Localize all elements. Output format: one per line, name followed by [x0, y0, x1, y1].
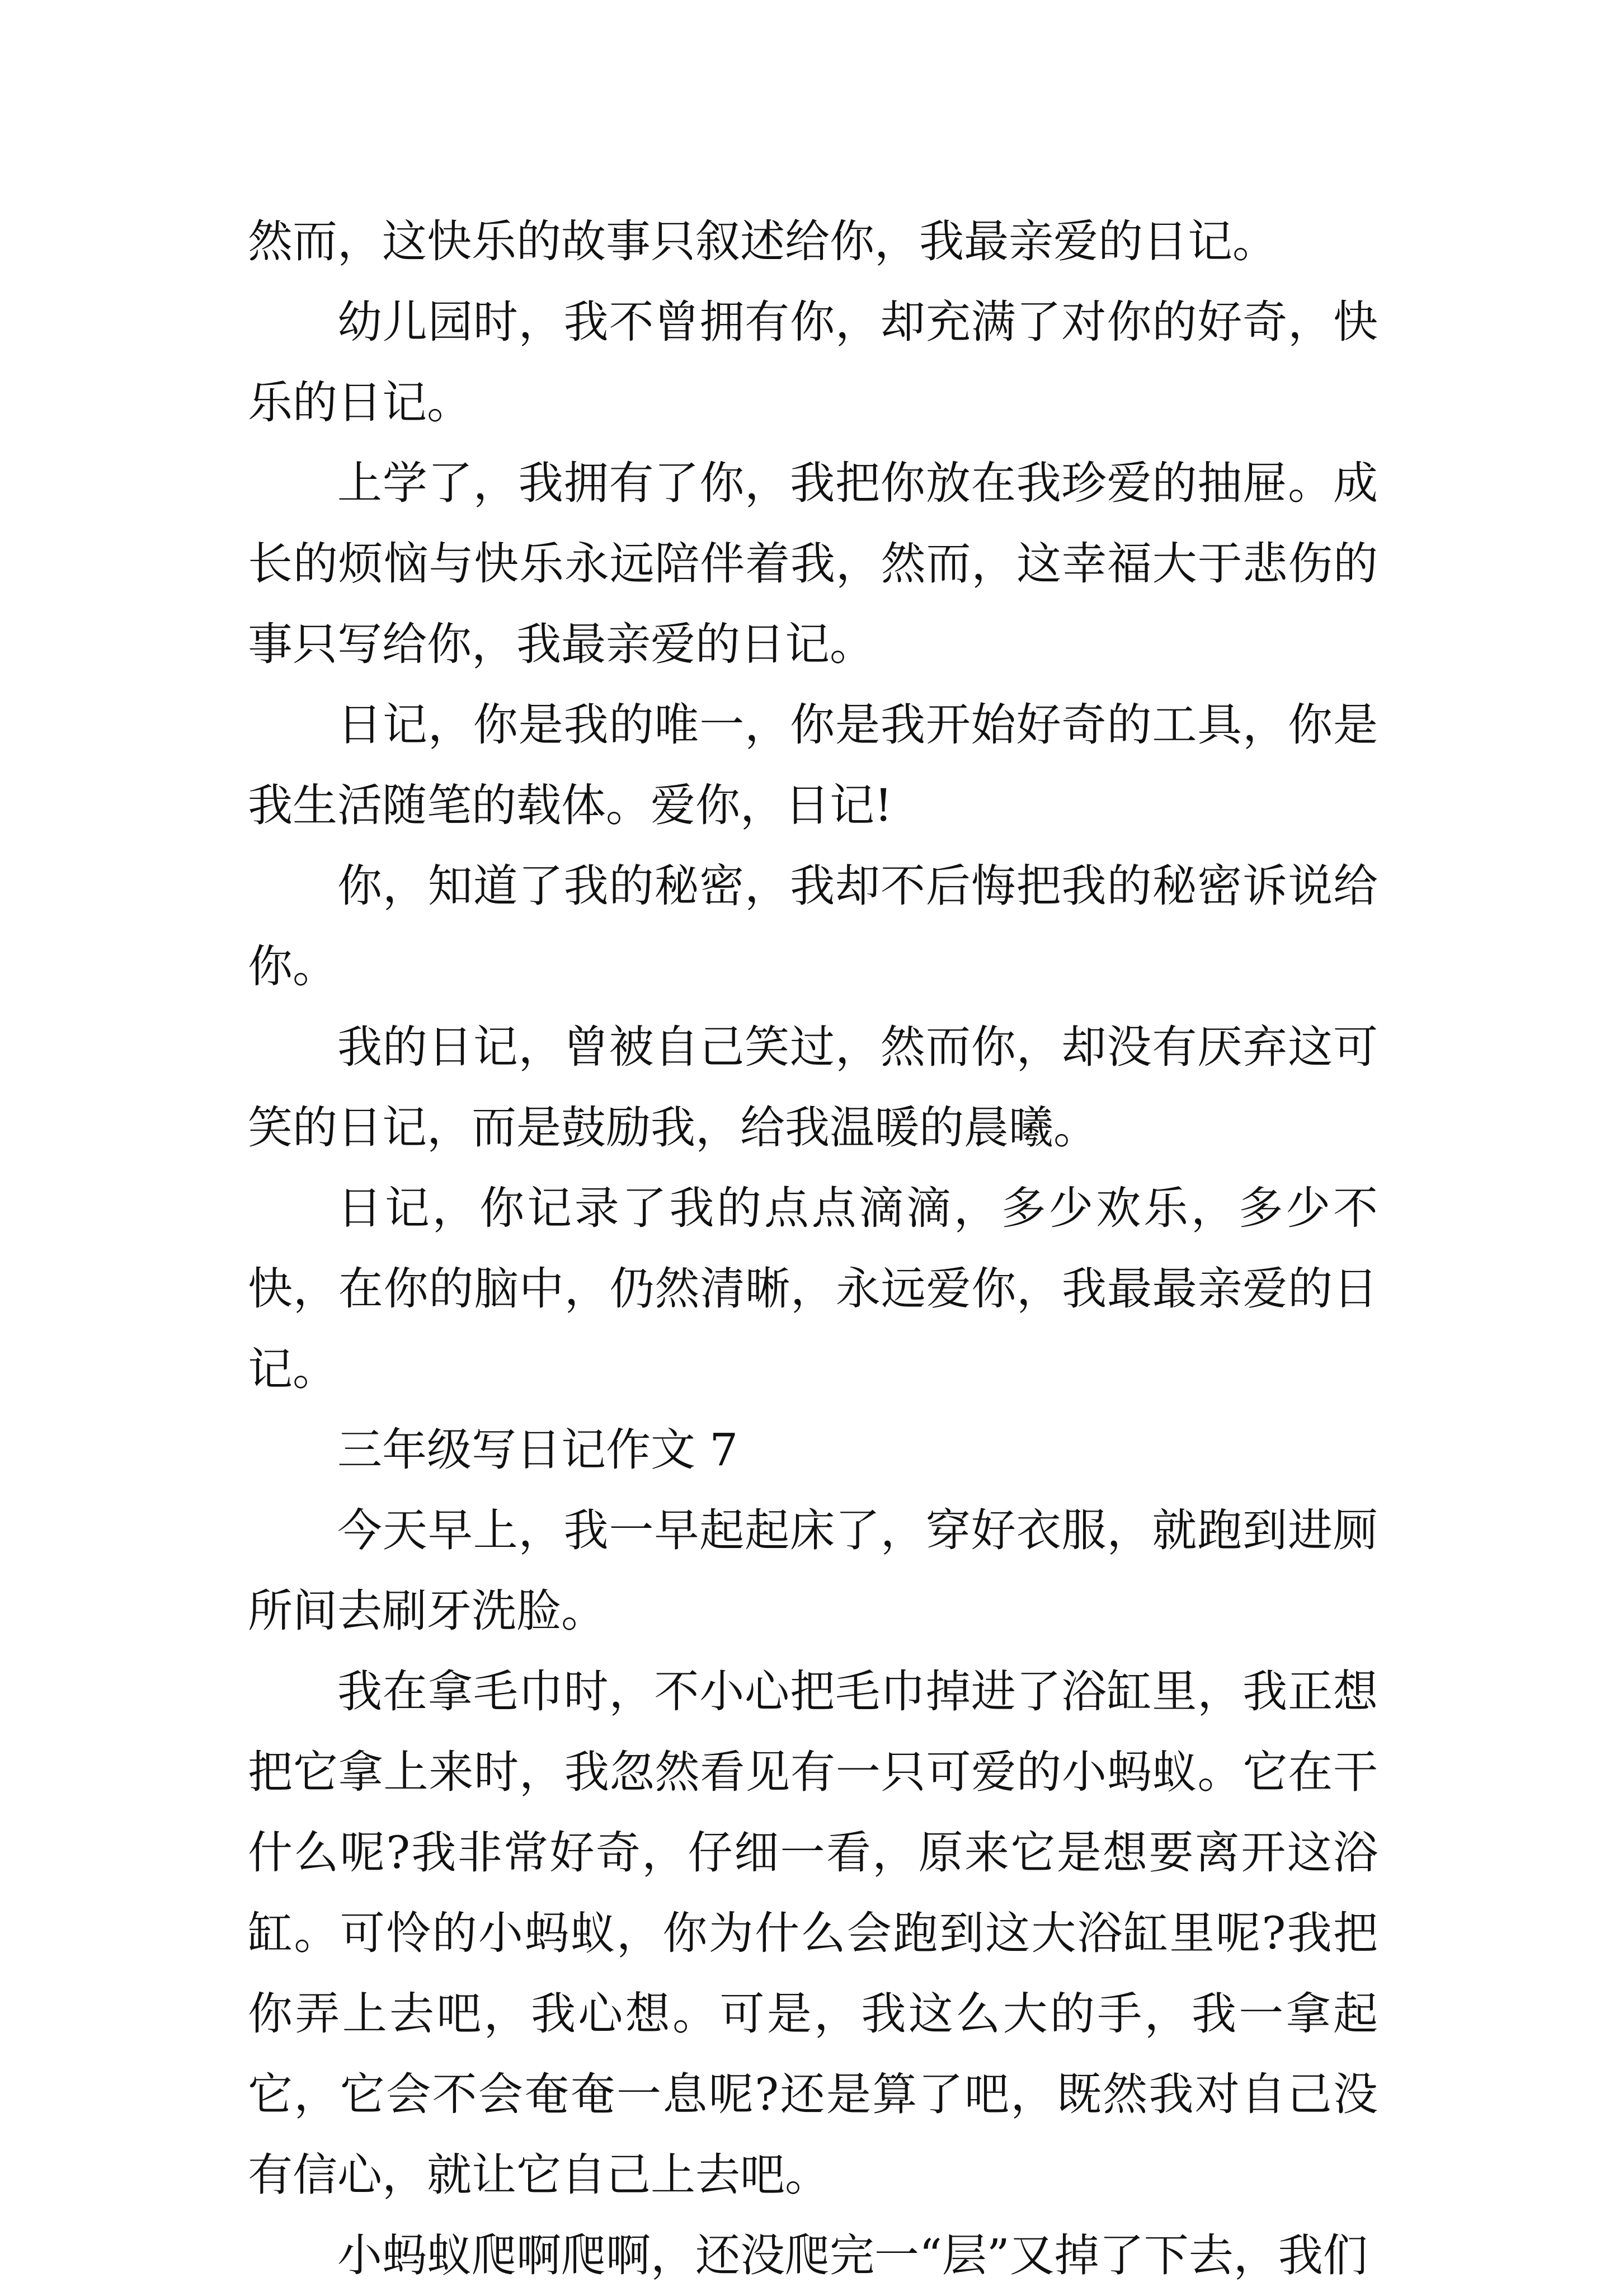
paragraph: 小蚂蚁爬啊爬啊，还没爬完一“层”又掉了下去，我们 — [337, 2229, 1368, 2281]
paragraph: 日记，你记录了我的点点滴滴，多少欢乐，多少不快，在你的脑中，仍然清晰，永远爱你，我最最亲爱的日记。 — [248, 1182, 1378, 1395]
document-body — [248, 201, 1378, 2296]
paragraph: 我在拿毛巾时，不小心把毛巾掉进了浴缸里，我正想把它拿上来时，我忽然看见有一只可爱的小蚂蚁。它在干什么呢?我非常好奇，仔细一看，原来它是想要离开这浴缸。可怜的小蚂蚁，你为什么会跑到这大浴缸里呢?我把你弄上去吧，我心想。可是，我这么大的手，我一拿起它，它会不会奄奄一息呢?还是算了吧，既然我对自己没有信心，就让它自己上去吧。 — [248, 1665, 1378, 2201]
paragraph: 今天早上，我一早起起床了，穿好衣服，就跑到进厕所间去刷牙洗脸。 — [248, 1504, 1378, 1637]
paragraph: 你，知道了我的秘密，我却不后悔把我的秘密诉说给你。 — [248, 860, 1378, 992]
section-heading: 三年级写日记作文 7 — [337, 1424, 738, 1476]
paragraph: 上学了，我拥有了你，我把你放在我珍爱的抽屉。成长的烦恼与快乐永远陪伴着我，然而，这幸福大于悲伤的事只写给你，我最亲爱的日记。 — [248, 457, 1378, 670]
paragraph: 日记，你是我的唯一，你是我开始好奇的工具，你是我生活随笔的载体。爱你，日记! — [248, 699, 1378, 831]
paragraph: 然而，这快乐的故事只叙述给你，我最亲爱的日记。 — [248, 215, 1277, 267]
paragraph: 我的日记，曾被自己笑过，然而你，却没有厌弃这可笑的日记，而是鼓励我，给我温暖的晨曦。 — [248, 1021, 1378, 1154]
paragraph: 幼儿园时，我不曾拥有你，却充满了对你的好奇，快乐的日记。 — [248, 296, 1378, 429]
